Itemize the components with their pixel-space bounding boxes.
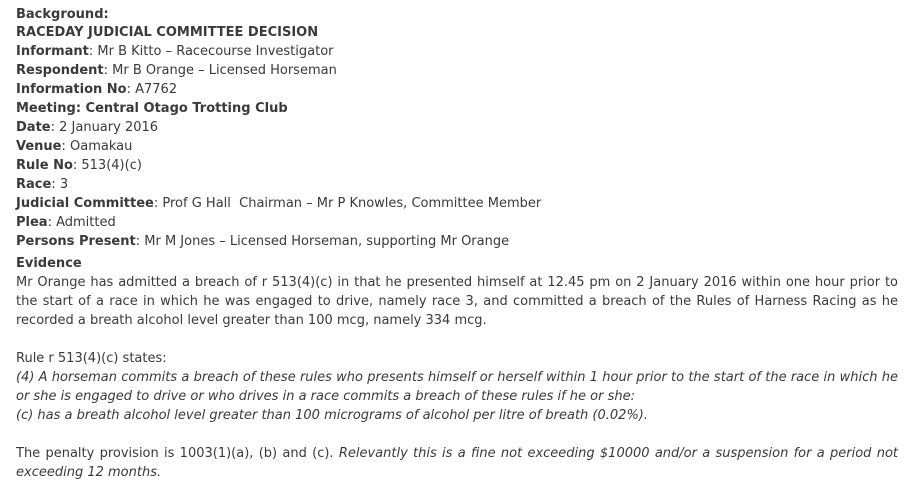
- field-value: Mr B Kitto – Racecourse Investigator: [97, 44, 334, 59]
- field-judicial-committee: [16, 194, 898, 213]
- field-value: Admitted: [56, 215, 116, 230]
- evidence-paragraph: Mr Orange has admitted a breach of r 513(4)(c) in that he presented himself at 12.45 pm on 2 January 2016 within one hour prior to the start of a race in which he was engaged to drive, namely race 3, and committed a breach of the Rules of Harness Racing as he recorded a breath alcohol level greater than 100 mcg, namely 334 mcg.: [16, 275, 898, 328]
- field-value: Central Otago Trotting Club: [85, 101, 288, 116]
- rule-text-c: (c) has a breath alcohol level greater than 100 micrograms of alcohol per litre of breath (0.02%).: [16, 408, 648, 423]
- field-label: Date: [16, 120, 51, 135]
- field-persons-present: [16, 232, 898, 251]
- field-label: Race: [16, 177, 52, 192]
- field-label: Persons Present: [16, 234, 136, 249]
- field-separator: :: [126, 82, 136, 97]
- spacer: [16, 330, 898, 349]
- field-label: Judicial Committee: [16, 196, 154, 211]
- field-separator: :: [47, 215, 57, 230]
- field-separator: :: [88, 44, 98, 59]
- field-label: Venue: [16, 139, 62, 154]
- field-value: 2 January 2016: [59, 120, 159, 135]
- field-value: Prof G Hall Chairman – Mr P Knowles, Committee Member: [162, 196, 542, 211]
- field-value: 3: [59, 177, 69, 192]
- field-label: Plea: [16, 215, 48, 230]
- spacer: [16, 425, 898, 444]
- field-separator: :: [135, 234, 145, 249]
- field-label: Informant: [16, 44, 89, 59]
- field-value: Mr M Jones – Licensed Horseman, supporting Mr Orange: [144, 234, 510, 249]
- field-date: [16, 118, 898, 137]
- field-label: Respondent: [16, 63, 104, 78]
- penalty-paragraph: [16, 444, 898, 482]
- evidence-heading: Evidence: [16, 256, 82, 271]
- field-race: [16, 175, 898, 194]
- field-label: Information No: [16, 82, 127, 97]
- field-value: Oamakau: [70, 139, 133, 154]
- field-venue: [16, 137, 898, 156]
- field-value: 513(4)(c): [81, 158, 142, 173]
- field-meeting: [16, 99, 898, 118]
- field-separator: :: [72, 158, 82, 173]
- decision-title: RACEDAY JUDICIAL COMMITTEE DECISION: [16, 25, 319, 40]
- penalty-plain: The penalty provision is 1003(1)(a), (b) and (c).: [16, 446, 339, 461]
- field-respondent: [16, 61, 898, 80]
- field-plea: [16, 213, 898, 232]
- field-value: A7762: [135, 82, 178, 97]
- field-list: [16, 42, 898, 251]
- rule-intro: Rule r 513(4)(c) states:: [16, 351, 167, 366]
- penalty-italic: Relevantly this is a fine not exceeding $10000 and/or a suspension for a period not exceeding 12 months.: [16, 446, 898, 480]
- field-rule-no: [16, 156, 898, 175]
- field-separator: :: [50, 120, 60, 135]
- field-label: Rule No: [16, 158, 73, 173]
- field-separator: :: [103, 63, 113, 78]
- field-informant: [16, 42, 898, 61]
- rule-text-4: (4) A horseman commits a breach of these rules who presents himself or herself within 1 hour prior to the start of the race in which he or she is engaged to drive or who drives in a race commits a breach of these rules if he or she:: [16, 370, 898, 404]
- field-value: Mr B Orange – Licensed Horseman: [112, 63, 337, 78]
- field-separator: :: [61, 139, 71, 154]
- field-separator: :: [51, 177, 60, 192]
- background-label: Background:: [16, 7, 109, 22]
- field-information-no: [16, 80, 898, 99]
- field-label: Meeting: [16, 101, 76, 116]
- field-separator: :: [153, 196, 163, 211]
- field-separator: :: [75, 101, 86, 116]
